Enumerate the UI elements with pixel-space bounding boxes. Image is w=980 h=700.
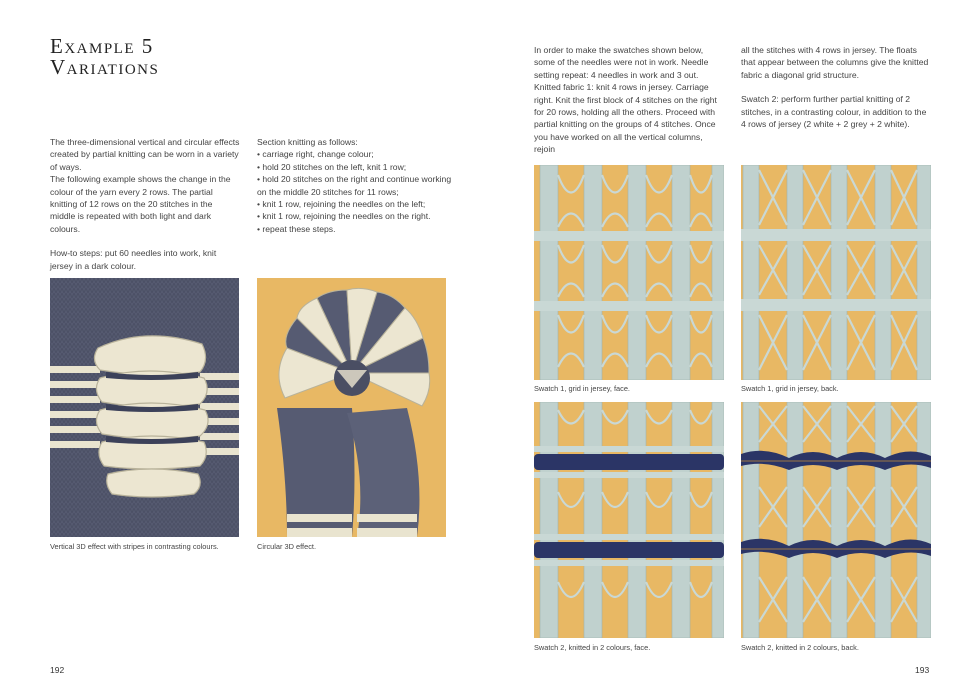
caption-swatch-1-face: Swatch 1, grid in jersey, face. (534, 384, 630, 393)
page-title (50, 36, 159, 78)
swatch-2-back-photo (741, 402, 931, 638)
step-item: • knit 1 row, rejoining the needles on the right. (257, 211, 431, 222)
intro-paragraph-1: The three-dimensional vertical and circular effects created by partial knitting can be worn in a variety of ways. (50, 137, 240, 172)
intro-paragraph-3: How-to steps: put 60 needles into work, knit jersey in a dark colour. (50, 248, 217, 271)
instructions-column-2 (741, 44, 933, 130)
caption-vertical: Vertical 3D effect with stripes in contrasting colours. (50, 542, 219, 551)
vertical-3d-photo (50, 278, 239, 537)
page-number-right: 193 (915, 665, 930, 675)
swatch-1-back-photo (741, 165, 931, 380)
step-item: • hold 20 stitches on the right and continue working on the middle 20 stitches for 11 rows; (257, 174, 452, 197)
intro-paragraph-2: The following example shows the change in the colour of the yarn every 2 rows. The partial knitting of 12 rows on the 20 stitches in the middle is repeated with both light and dark colours. (50, 174, 231, 234)
instructions-column-1 (534, 44, 726, 156)
title-line-1: Example 5 (50, 34, 154, 58)
section-heading: Section knitting as follows: (257, 137, 358, 147)
swatch-2-instructions: Swatch 2: perform further partial knitting of 2 stitches, in a contrasting colour, in addition to the 4 rows of jersey (2 white + 2 grey + 2 white). (741, 94, 927, 130)
intro-text (50, 136, 240, 272)
step-item: • hold 20 stitches on the left, knit 1 row; (257, 161, 407, 172)
title-line-2: Variations (50, 55, 160, 79)
caption-swatch-2-back: Swatch 2, knitted in 2 colours, back. (741, 643, 859, 652)
step-item: • carriage right, change colour; (257, 149, 374, 160)
page-number-left: 192 (50, 665, 65, 675)
instructions-text: In order to make the swatches shown below, some of the needles were not in work. Needle setting repeat: 4 needles in work and 3 out. Knitted fabric 1: knit 4 rows in jersey. Carriage right. Knit the first block of 4 stitches on the right for 20 rows, holding all the others. Proceed with partial knitting on the groups of 4 stitches. Once you have worked on all the vertical columns, rejoin (534, 45, 717, 155)
step-item: • repeat these steps. (257, 223, 336, 234)
caption-swatch-1-back: Swatch 1, grid in jersey, back. (741, 384, 839, 393)
caption-circular: Circular 3D effect. (257, 542, 317, 551)
section-steps (257, 136, 452, 235)
swatch-2-face-photo (534, 402, 724, 638)
step-item: • knit 1 row, rejoining the needles on the left; (257, 199, 426, 210)
swatch-1-face-photo (534, 165, 724, 380)
caption-swatch-2-face: Swatch 2, knitted in 2 colours, face. (534, 643, 651, 652)
right-page (490, 0, 980, 700)
circular-3d-photo (257, 278, 446, 537)
instructions-text-cont: all the stitches with 4 rows in jersey. The floats that appear between the columns give the knitted fabric a diagonal grid structure. (741, 45, 929, 80)
